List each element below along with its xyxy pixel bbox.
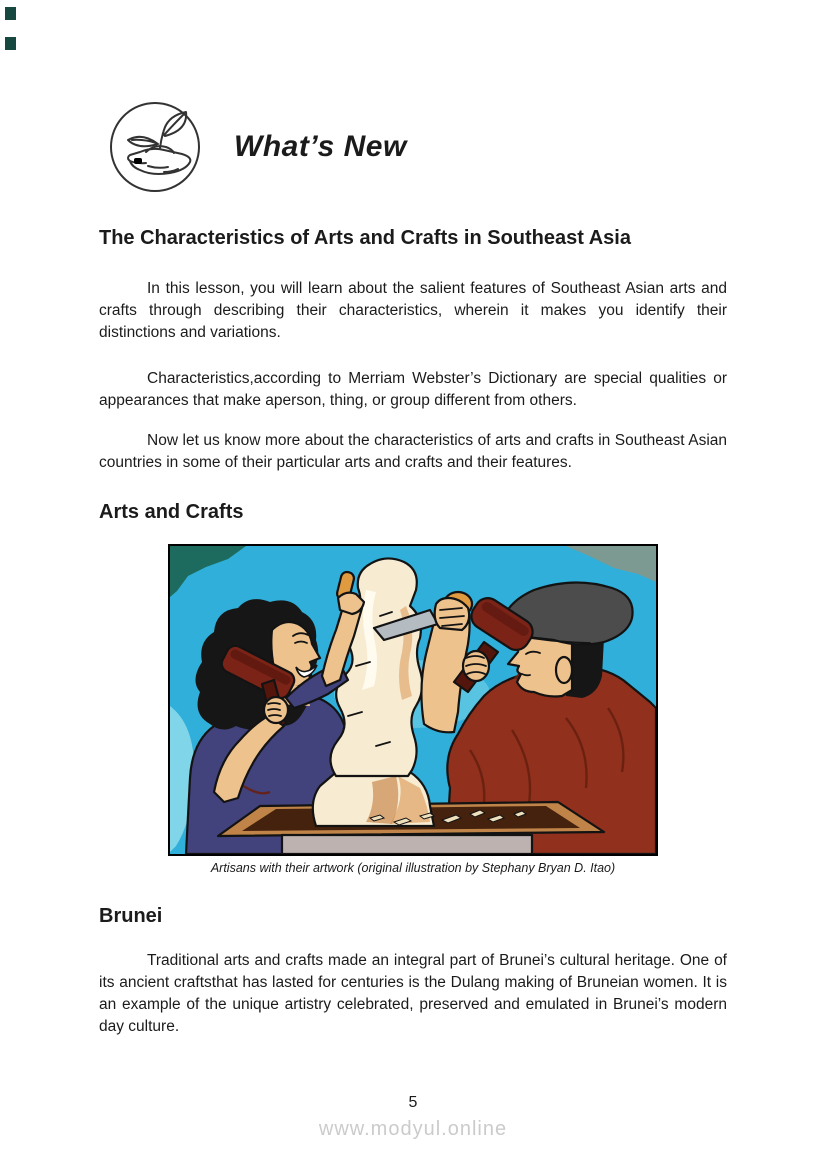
intro-paragraph-3: Now let us know more about the characteristics of arts and crafts in Southeast Asian countries in some of their particular arts and crafts and their features. [99, 432, 727, 471]
brunei-paragraph: Traditional arts and crafts made an integral part of Brunei’s cultural heritage. One of its ancient craftsthat has lasted for centuries is the Dulang making of Bruneian women. It is an example of the unique artistry celebrated, preserved and emulated in Brunei’s modern day culture. [99, 952, 727, 1035]
artisans-illustration [170, 546, 656, 854]
scan-artifact-mark [5, 37, 16, 50]
lesson-heading: The Characteristics of Arts and Crafts in Southeast Asia [99, 227, 631, 249]
arts-and-crafts-heading: Arts and Crafts [99, 501, 244, 523]
watermark: www.modyul.online [318, 1118, 508, 1140]
figure-caption: Artisans with their artwork (original illustration by Stephany Bryan D. Itao) [210, 861, 616, 875]
intro-paragraph-2: Characteristics,according to Merriam Webster’s Dictionary are special qualities or appearances that make aperson, thing, or group different from others. [99, 370, 727, 409]
hand-holding-seedling-icon [108, 100, 202, 194]
intro-paragraph-1: In this lesson, you will learn about the salient features of Southeast Asian arts and crafts through describing their characteristics, wherein it makes you identify their distinctions and variations. [99, 280, 727, 341]
artisans-figure [168, 544, 658, 856]
section-header [108, 100, 826, 194]
scan-artifact-mark [5, 7, 16, 20]
page-title: What’s New [234, 130, 407, 163]
brunei-heading: Brunei [99, 905, 163, 927]
page-number: 5 [408, 1094, 418, 1111]
